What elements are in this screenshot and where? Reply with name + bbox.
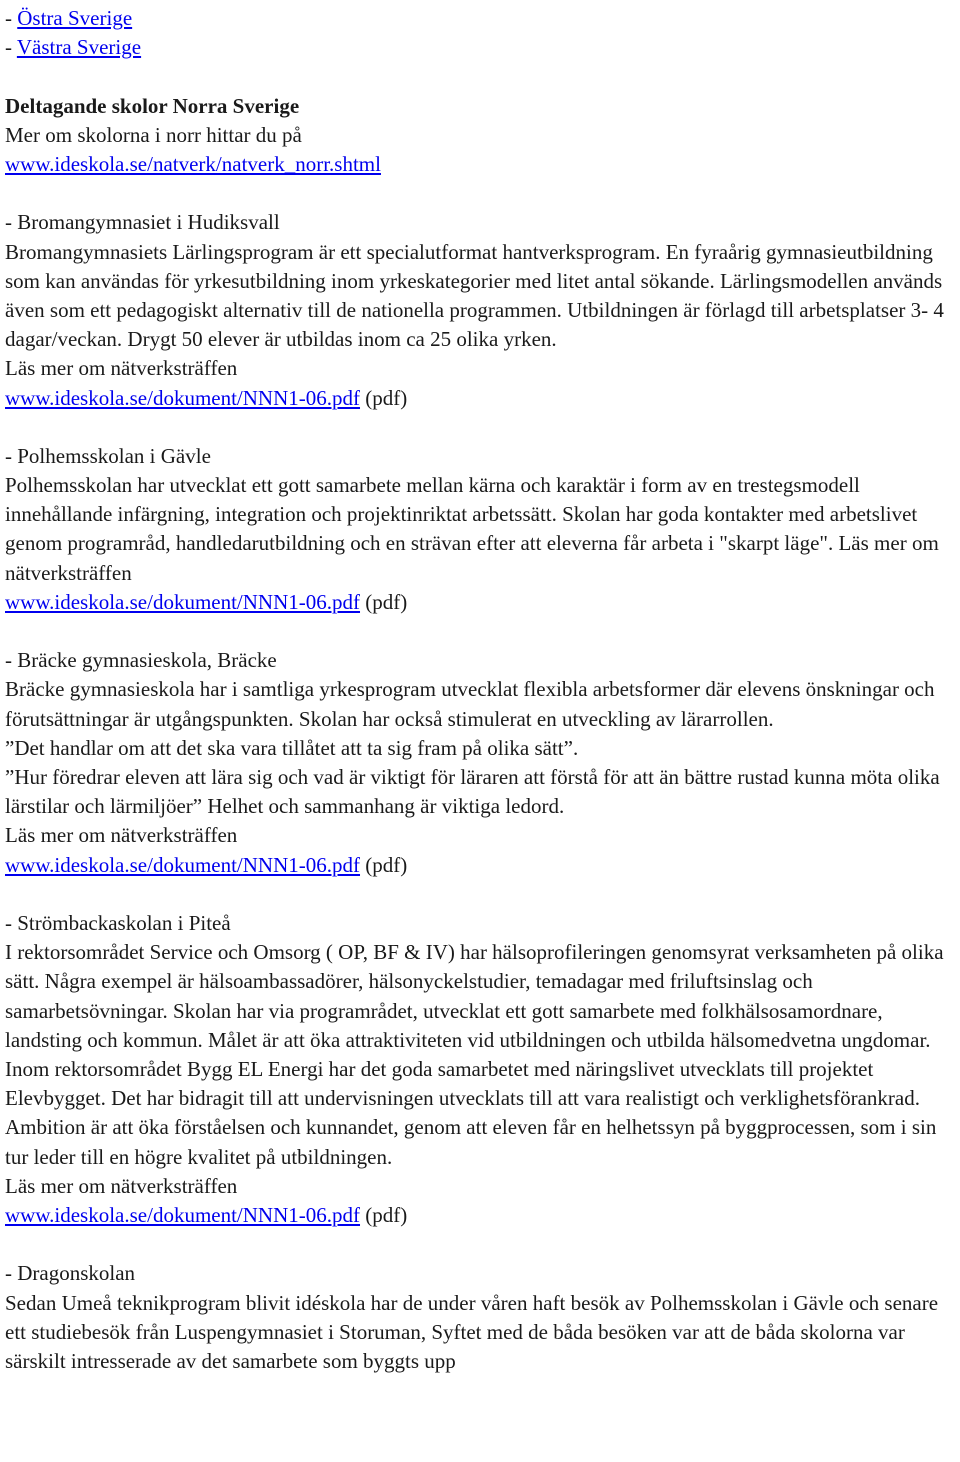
spacer — [5, 880, 960, 909]
read-more-text: Läs mer om nätverksträffen — [5, 356, 238, 381]
pdf-link[interactable]: www.ideskola.se/dokument/NNN1-06.pdf — [5, 589, 361, 614]
pdf-link[interactable]: www.ideskola.se/dokument/NNN1-06.pdf — [5, 852, 361, 877]
school-description: Sedan Umeå teknikprogram blivit idéskola har de under våren haft besök av Polhemsskolan i Gävle och senare ett studiebesök från Luspengymnasiet i Storuman, Syftet med de båda besöken var att de båda skolorna var särskilt intresserade av det samarbete som byggts upp — [5, 1290, 939, 1373]
pdf-suffix: (pdf) — [360, 1203, 408, 1228]
school-title: - Bräcke gymnasieskola, Bräcke — [5, 648, 277, 673]
spacer — [5, 413, 960, 442]
school-description-2: Inom rektorsområdet Bygg EL Energi har det goda samarbetet med näringslivet utvecklats till projektet Elevbygget. Det har bidragit till att undervisningen utvecklats till att vara realistigt och verklighetsförankrad. Ambition är att öka förståelsen och kunnandet, genom att eleven får en helhetssyn på byggprocessen, som i sin tur leder till en högre kvalitet på utbildningen. — [5, 1057, 937, 1169]
school-title: - Polhemsskolan i Gävle — [5, 443, 211, 468]
school-title: - Strömbackaskolan i Piteå — [5, 911, 231, 936]
school-description: Bromangymnasiets Lärlingsprogram är ett specialutformat hantverksprogram. En fyraårig gymnasieutbildning som kan användas för yrkesutbildning inom yrkeskategorier med litet antal sökande. Lärlingsmodellen används även som ett pedagogiskt alternativ till de nationella programmen. Utbildningen är förlagd till arbetsplatser 3- 4 dagar/veckan. Drygt 50 elever är utbildas inom ca 25 olika yrken. — [5, 239, 944, 352]
school-title: - Bromangymnasiet i Hudiksvall — [5, 210, 280, 235]
pdf-suffix: (pdf) — [360, 852, 408, 877]
norr-link-line — [5, 150, 960, 179]
read-more-text: Läs mer om nätverksträffen — [5, 823, 238, 848]
school-quote: ”Det handlar om att det ska vara tillåtet att ta sig fram på olika sätt”. — [5, 735, 579, 760]
school-quote: ”Hur föredrar eleven att lära sig och vad är viktigt för läraren att förstå för att än bättre rustad kunna möta olika lärstilar och lärmiljöer” Helhet och sammanhang är viktiga ledord. — [5, 765, 940, 819]
nav-prefix: - — [5, 6, 18, 30]
pdf-suffix: (pdf) — [360, 589, 408, 614]
spacer — [5, 1230, 960, 1259]
spacer — [5, 62, 960, 91]
spacer — [5, 617, 960, 646]
section-intro: Mer om skolorna i norr hittar du på — [5, 122, 302, 147]
pdf-link-line — [5, 588, 960, 617]
nav-item-ostra — [5, 4, 960, 33]
document-page — [5, 4, 960, 1376]
read-more-text: Läs mer om nätverksträffen — [5, 1173, 238, 1198]
nav-prefix: - — [5, 35, 17, 60]
vastra-sverige-link[interactable]: Västra Sverige — [16, 35, 142, 60]
school-description: Polhemsskolan har utvecklat ett gott samarbete mellan kärna och karaktär i form av en trestegsmodell innehållande infärgning, integration och projektinriktat arbetssätt. Skolan har goda kontakter med arbetslivet genom programråd, handledarutbildning och en strävan efter att eleverna får arbeta i "skarpt läge". Läs mer om nätverksträffen — [5, 473, 939, 585]
nav-item-vastra — [5, 33, 960, 62]
school-description: I rektorsområdet Service och Omsorg ( OP, BF & IV) har hälsoprofileringen genomsyrat verksamheten på olika sätt. Några exempel är hälsoambassadörer, hälsonyckelstudier, temadagar med friluftsinslag och samarbetsövningar. Skolan har via programrådet, utvecklat ett gott samarbete med folkhälsosamordnare, landsting och kommun. Målet är att öka attraktiviteten vid utbildningen och utbilda hälsomedvetna ungdomar. — [5, 940, 944, 1052]
read-more-text: Läs mer om nätverksträffen — [5, 531, 939, 585]
pdf-suffix: (pdf) — [360, 385, 408, 410]
pdf-link-line — [5, 851, 960, 880]
pdf-link-line — [5, 1201, 960, 1230]
school-description: Bräcke gymnasieskola har i samtliga yrkesprogram utvecklat flexibla arbetsformer där elevens önskningar och förutsättningar är utgångspunkten. Skolan har också stimulerat en utveckling av lärarrollen. — [5, 677, 935, 731]
pdf-link[interactable]: www.ideskola.se/dokument/NNN1-06.pdf — [5, 1203, 361, 1228]
ostra-sverige-link[interactable]: Östra Sverige — [17, 6, 133, 30]
pdf-link-line — [5, 384, 960, 413]
school-title: - Dragonskolan — [5, 1261, 136, 1286]
section-heading-norra: Deltagande skolor Norra Sverige — [5, 93, 300, 118]
natverk-norr-link[interactable]: www.ideskola.se/natverk/natverk_norr.shtml — [5, 151, 381, 176]
pdf-link[interactable]: www.ideskola.se/dokument/NNN1-06.pdf — [5, 385, 361, 410]
spacer — [5, 179, 960, 208]
